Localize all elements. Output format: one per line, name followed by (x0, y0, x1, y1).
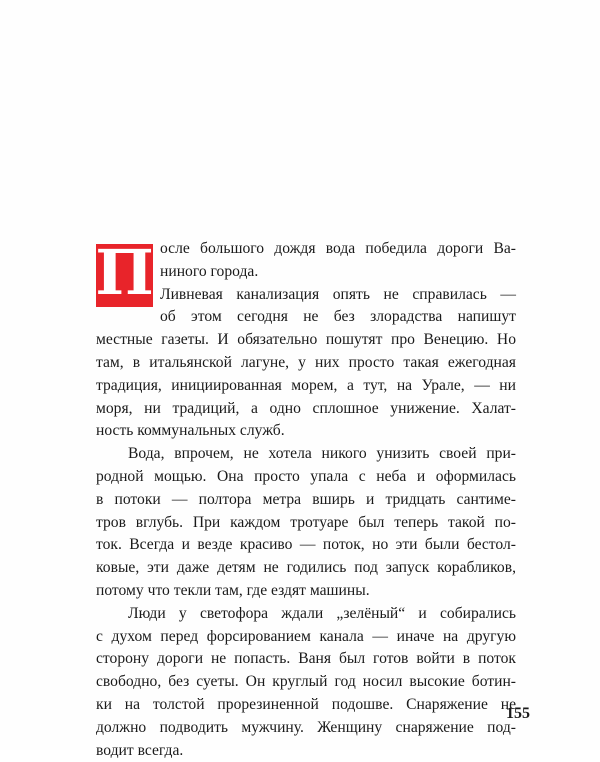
text-line: об этом сегодня не без злорадства напишут (160, 308, 516, 326)
text-line: моря, ни традиций, а одно сплошное унижение. Халат- (96, 399, 516, 417)
text-line: свободно, без суеты. Он круглый год носил высокие ботин- (96, 673, 516, 691)
text-line: ки на толстой прорезиненной подошве. Снаряжение не (96, 695, 516, 713)
body-text (95, 235, 516, 762)
text-line: традиция, инициированная морем, а тут, на Урале, — ни (96, 376, 516, 394)
text-line: родной мощью. Она просто упала с неба и оформилась (96, 467, 516, 485)
text-line: должно подводить мужчину. Женщину снаряжение под- (96, 718, 516, 736)
text-line: Вода, впрочем, не хотела никого унизить своей при- (128, 445, 516, 463)
text-line: Ливневая канализация опять не справилась — (160, 285, 516, 303)
page-number: 155 (506, 705, 530, 722)
text-line: ность коммунальных служб. (96, 422, 285, 440)
text-line: тров вглубь. При каждом тротуаре был теперь такой по- (96, 513, 516, 531)
text-line: сторону дороги не попасть. Ваня был готов войти в поток (96, 650, 516, 668)
text-line: Люди у светофора ждали „зелёный“ и собирались (128, 604, 516, 622)
text-line: осле большого дождя вода победила дороги Ва- (160, 240, 516, 257)
text-line: в потоки — полтора метра вширь и тридцать сантиме- (96, 490, 516, 508)
text-line: потому что текли там, где ездят машины. (96, 581, 370, 599)
text-line: водит всегда. (96, 741, 184, 759)
text-line: ниного города. (160, 262, 259, 280)
text-line: там, в итальянской лагуне, у них просто такая ежегодная (96, 353, 516, 371)
text-line: ток. Всегда и везде красиво — поток, но эти были бестол- (96, 536, 516, 554)
text-line: с духом перед форсированием канала — иначе на другую (96, 627, 516, 645)
text-line: ковые, эти даже детям не годились под запуск корабликов, (96, 559, 516, 577)
drop-cap-letter: П (95, 235, 154, 309)
text-line: местные газеты. И обязательно пошутят про Венецию. Но (96, 331, 516, 349)
